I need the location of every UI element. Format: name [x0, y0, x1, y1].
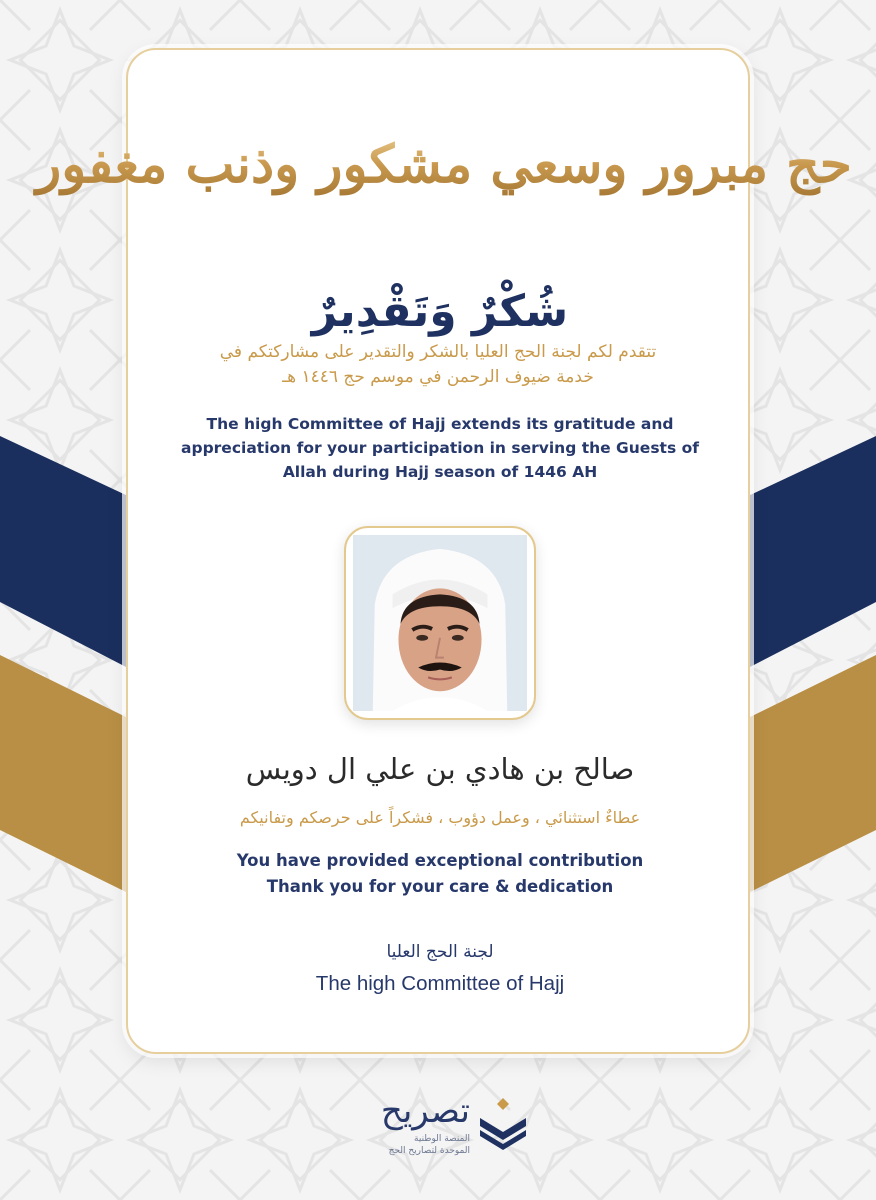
- recipient-photo-frame: [344, 526, 536, 720]
- english-intro-line: Allah during Hajj season of 1446 AH: [282, 463, 598, 481]
- logo-wordmark: تصريح: [380, 1091, 470, 1131]
- recipient-name: صالح بن هادي بن علي ال دويس: [245, 752, 635, 786]
- english-praise-line: You have provided exceptional contribution: [236, 851, 644, 870]
- english-praise-line: Thank you for your care & dedication: [266, 877, 614, 896]
- left-navy-stripe: [0, 436, 128, 668]
- calligraphy-text: حج مبرور وسعي مشكور وذنب مغفور: [36, 134, 852, 195]
- person-portrait-icon: [353, 535, 527, 711]
- calligraphy-header: [36, 90, 852, 230]
- arabic-intro: [168, 340, 708, 390]
- page-title: شُكْرٌ وَتَقْدِيرٌ: [311, 286, 569, 337]
- arabic-intro-line: تتقدم لكم لجنة الحج العليا بالشكر والتقدير على مشاركتكم في: [219, 342, 657, 362]
- english-intro: [158, 412, 722, 484]
- avatar: [353, 535, 527, 711]
- english-praise: [158, 848, 722, 900]
- english-intro-line: The high Committee of Hajj extends its gratitude and: [206, 415, 674, 433]
- logo-subtitle: الموحدة لتصاريح الحج: [388, 1146, 470, 1156]
- tasreeh-logo: [346, 1090, 536, 1162]
- tasreeh-mark-icon: [476, 1096, 530, 1152]
- right-navy-stripe: [748, 436, 876, 668]
- committee-name-arabic: لجنة الحج العليا: [386, 942, 494, 962]
- gold-calligraphy-icon: [36, 90, 852, 230]
- arabic-intro-line: خدمة ضيوف الرحمن في موسم حج ١٤٤٦ هـ: [282, 367, 594, 387]
- right-gold-stripe: [748, 655, 876, 893]
- english-intro-line: appreciation for your participation in serving the Guests of: [181, 439, 699, 457]
- committee-name-english: The high Committee of Hajj: [315, 972, 565, 995]
- left-gold-stripe: [0, 655, 128, 893]
- arabic-praise: عطاءٌ استثنائي ، وعمل دؤوب ، فشكراً على حرصكم وتفانيكم: [239, 808, 641, 827]
- certificate-card: [36, 48, 852, 1054]
- logo-subtitle: المنصة الوطنية: [414, 1134, 470, 1144]
